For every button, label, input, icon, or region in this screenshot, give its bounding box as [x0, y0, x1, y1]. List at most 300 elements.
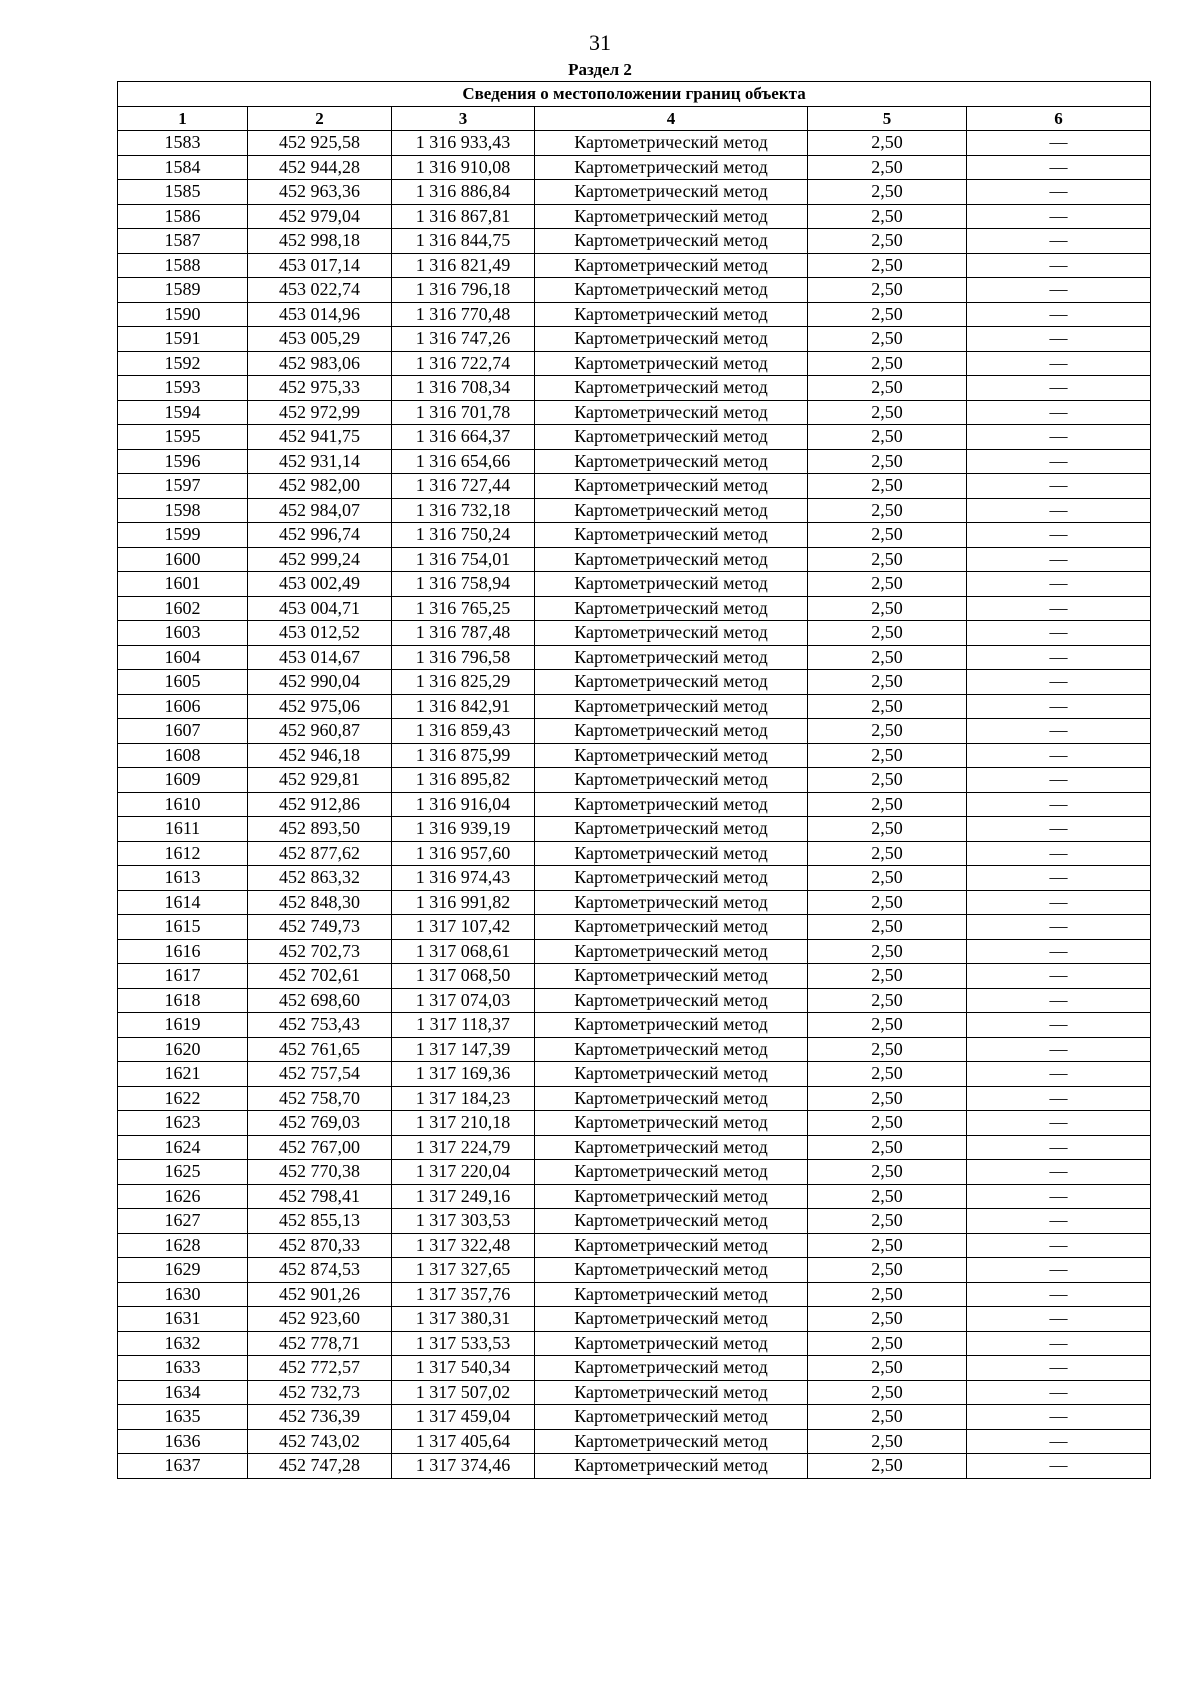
x-coordinate-cell: 452 990,04: [248, 670, 392, 695]
y-coordinate-cell: 1 317 184,23: [392, 1086, 535, 1111]
x-coordinate-cell: 453 014,96: [248, 302, 392, 327]
x-coordinate-cell: 452 960,87: [248, 719, 392, 744]
y-coordinate-cell: 1 316 916,04: [392, 792, 535, 817]
table-row: [118, 768, 1151, 793]
accuracy-cell: 2,50: [808, 743, 967, 768]
table-row: [118, 1184, 1151, 1209]
table-row: [118, 1086, 1151, 1111]
accuracy-cell: 2,50: [808, 1429, 967, 1454]
y-coordinate-cell: 1 317 540,34: [392, 1356, 535, 1381]
point-number-cell: 1631: [118, 1307, 248, 1332]
method-cell: Картометрический метод: [535, 1135, 808, 1160]
y-coordinate-cell: 1 317 169,36: [392, 1062, 535, 1087]
point-number-cell: 1589: [118, 278, 248, 303]
point-number-cell: 1619: [118, 1013, 248, 1038]
description-cell: —: [967, 939, 1151, 964]
y-coordinate-cell: 1 317 074,03: [392, 988, 535, 1013]
method-cell: Картометрический метод: [535, 327, 808, 352]
x-coordinate-cell: 452 743,02: [248, 1429, 392, 1454]
point-number-cell: 1607: [118, 719, 248, 744]
accuracy-cell: 2,50: [808, 1086, 967, 1111]
x-coordinate-cell: 452 925,58: [248, 131, 392, 156]
point-number-cell: 1624: [118, 1135, 248, 1160]
table-row: [118, 1037, 1151, 1062]
accuracy-cell: 2,50: [808, 670, 967, 695]
column-header: 4: [535, 106, 808, 131]
accuracy-cell: 2,50: [808, 645, 967, 670]
table-row: [118, 1331, 1151, 1356]
x-coordinate-cell: 452 767,00: [248, 1135, 392, 1160]
description-cell: —: [967, 964, 1151, 989]
y-coordinate-cell: 1 317 374,46: [392, 1454, 535, 1479]
accuracy-cell: 2,50: [808, 1307, 967, 1332]
point-number-cell: 1621: [118, 1062, 248, 1087]
y-coordinate-cell: 1 317 507,02: [392, 1380, 535, 1405]
point-number-cell: 1627: [118, 1209, 248, 1234]
point-number-cell: 1594: [118, 400, 248, 425]
point-number-cell: 1633: [118, 1356, 248, 1381]
description-cell: —: [967, 1062, 1151, 1087]
method-cell: Картометрический метод: [535, 204, 808, 229]
accuracy-cell: 2,50: [808, 1111, 967, 1136]
column-header: 1: [118, 106, 248, 131]
method-cell: Картометрический метод: [535, 841, 808, 866]
point-number-cell: 1623: [118, 1111, 248, 1136]
description-cell: —: [967, 253, 1151, 278]
table-row: [118, 939, 1151, 964]
accuracy-cell: 2,50: [808, 694, 967, 719]
y-coordinate-cell: 1 317 533,53: [392, 1331, 535, 1356]
accuracy-cell: 2,50: [808, 1160, 967, 1185]
method-cell: Картометрический метод: [535, 523, 808, 548]
y-coordinate-cell: 1 316 825,29: [392, 670, 535, 695]
x-coordinate-cell: 452 984,07: [248, 498, 392, 523]
description-cell: —: [967, 1307, 1151, 1332]
x-coordinate-cell: 452 757,54: [248, 1062, 392, 1087]
table-row: [118, 1013, 1151, 1038]
accuracy-cell: 2,50: [808, 449, 967, 474]
accuracy-cell: 2,50: [808, 915, 967, 940]
y-coordinate-cell: 1 317 357,76: [392, 1282, 535, 1307]
point-number-cell: 1622: [118, 1086, 248, 1111]
description-cell: —: [967, 425, 1151, 450]
description-cell: —: [967, 351, 1151, 376]
table-row: [118, 1111, 1151, 1136]
table-row: [118, 253, 1151, 278]
y-coordinate-cell: 1 316 664,37: [392, 425, 535, 450]
table-row: [118, 694, 1151, 719]
table-row: [118, 449, 1151, 474]
table-row: [118, 1160, 1151, 1185]
table-row: [118, 792, 1151, 817]
method-cell: Картометрический метод: [535, 1062, 808, 1087]
description-cell: —: [967, 204, 1151, 229]
x-coordinate-cell: 453 014,67: [248, 645, 392, 670]
description-cell: —: [967, 1160, 1151, 1185]
y-coordinate-cell: 1 316 859,43: [392, 719, 535, 744]
point-number-cell: 1611: [118, 817, 248, 842]
y-coordinate-cell: 1 317 303,53: [392, 1209, 535, 1234]
table-row: [118, 1233, 1151, 1258]
method-cell: Картометрический метод: [535, 719, 808, 744]
y-coordinate-cell: 1 316 991,82: [392, 890, 535, 915]
method-cell: Картометрический метод: [535, 694, 808, 719]
point-number-cell: 1608: [118, 743, 248, 768]
x-coordinate-cell: 452 732,73: [248, 1380, 392, 1405]
method-cell: Картометрический метод: [535, 939, 808, 964]
method-cell: Картометрический метод: [535, 1209, 808, 1234]
point-number-cell: 1600: [118, 547, 248, 572]
description-cell: —: [967, 400, 1151, 425]
point-number-cell: 1583: [118, 131, 248, 156]
y-coordinate-cell: 1 316 844,75: [392, 229, 535, 254]
method-cell: Картометрический метод: [535, 1405, 808, 1430]
accuracy-cell: 2,50: [808, 155, 967, 180]
y-coordinate-cell: 1 316 875,99: [392, 743, 535, 768]
y-coordinate-cell: 1 317 068,50: [392, 964, 535, 989]
x-coordinate-cell: 453 022,74: [248, 278, 392, 303]
point-number-cell: 1616: [118, 939, 248, 964]
accuracy-cell: 2,50: [808, 1184, 967, 1209]
method-cell: Картометрический метод: [535, 743, 808, 768]
description-cell: —: [967, 743, 1151, 768]
x-coordinate-cell: 452 772,57: [248, 1356, 392, 1381]
x-coordinate-cell: 452 870,33: [248, 1233, 392, 1258]
description-cell: —: [967, 1111, 1151, 1136]
point-number-cell: 1625: [118, 1160, 248, 1185]
method-cell: Картометрический метод: [535, 547, 808, 572]
x-coordinate-cell: 452 929,81: [248, 768, 392, 793]
x-coordinate-cell: 452 963,36: [248, 180, 392, 205]
x-coordinate-cell: 452 944,28: [248, 155, 392, 180]
point-number-cell: 1602: [118, 596, 248, 621]
point-number-cell: 1617: [118, 964, 248, 989]
method-cell: Картометрический метод: [535, 621, 808, 646]
x-coordinate-cell: 452 848,30: [248, 890, 392, 915]
x-coordinate-cell: 453 005,29: [248, 327, 392, 352]
accuracy-cell: 2,50: [808, 1258, 967, 1283]
accuracy-cell: 2,50: [808, 498, 967, 523]
method-cell: Картометрический метод: [535, 1380, 808, 1405]
table-row: [118, 915, 1151, 940]
x-coordinate-cell: 453 004,71: [248, 596, 392, 621]
x-coordinate-cell: 452 912,86: [248, 792, 392, 817]
point-number-cell: 1637: [118, 1454, 248, 1479]
table-row: [118, 204, 1151, 229]
method-cell: Картометрический метод: [535, 180, 808, 205]
method-cell: Картометрический метод: [535, 253, 808, 278]
point-number-cell: 1592: [118, 351, 248, 376]
description-cell: —: [967, 1233, 1151, 1258]
y-coordinate-cell: 1 317 147,39: [392, 1037, 535, 1062]
description-cell: —: [967, 1086, 1151, 1111]
x-coordinate-cell: 452 901,26: [248, 1282, 392, 1307]
table-row: [118, 1380, 1151, 1405]
y-coordinate-cell: 1 316 727,44: [392, 474, 535, 499]
method-cell: Картометрический метод: [535, 1037, 808, 1062]
table-row: [118, 890, 1151, 915]
method-cell: Картометрический метод: [535, 670, 808, 695]
table-row: [118, 425, 1151, 450]
x-coordinate-cell: 452 983,06: [248, 351, 392, 376]
description-cell: —: [967, 1380, 1151, 1405]
table-row: [118, 278, 1151, 303]
y-coordinate-cell: 1 317 118,37: [392, 1013, 535, 1038]
y-coordinate-cell: 1 316 957,60: [392, 841, 535, 866]
method-cell: Картометрический метод: [535, 817, 808, 842]
method-cell: Картометрический метод: [535, 376, 808, 401]
x-coordinate-cell: 452 698,60: [248, 988, 392, 1013]
accuracy-cell: 2,50: [808, 425, 967, 450]
table-row: [118, 547, 1151, 572]
method-cell: Картометрический метод: [535, 890, 808, 915]
accuracy-cell: 2,50: [808, 1135, 967, 1160]
point-number-cell: 1609: [118, 768, 248, 793]
x-coordinate-cell: 452 893,50: [248, 817, 392, 842]
accuracy-cell: 2,50: [808, 376, 967, 401]
point-number-cell: 1587: [118, 229, 248, 254]
point-number-cell: 1613: [118, 866, 248, 891]
description-cell: —: [967, 1258, 1151, 1283]
accuracy-cell: 2,50: [808, 1282, 967, 1307]
method-cell: Картометрический метод: [535, 400, 808, 425]
point-number-cell: 1632: [118, 1331, 248, 1356]
description-cell: —: [967, 768, 1151, 793]
x-coordinate-cell: 452 769,03: [248, 1111, 392, 1136]
point-number-cell: 1610: [118, 792, 248, 817]
accuracy-cell: 2,50: [808, 204, 967, 229]
accuracy-cell: 2,50: [808, 253, 967, 278]
accuracy-cell: 2,50: [808, 1405, 967, 1430]
point-number-cell: 1634: [118, 1380, 248, 1405]
method-cell: Картометрический метод: [535, 866, 808, 891]
table-row: [118, 523, 1151, 548]
point-number-cell: 1595: [118, 425, 248, 450]
accuracy-cell: 2,50: [808, 1209, 967, 1234]
table-row: [118, 1307, 1151, 1332]
method-cell: Картометрический метод: [535, 1429, 808, 1454]
y-coordinate-cell: 1 316 750,24: [392, 523, 535, 548]
table-row: [118, 351, 1151, 376]
table-row: [118, 498, 1151, 523]
method-cell: Картометрический метод: [535, 1111, 808, 1136]
table-row: [118, 1405, 1151, 1430]
x-coordinate-cell: 452 923,60: [248, 1307, 392, 1332]
point-number-cell: 1630: [118, 1282, 248, 1307]
method-cell: Картометрический метод: [535, 449, 808, 474]
accuracy-cell: 2,50: [808, 278, 967, 303]
x-coordinate-cell: 452 863,32: [248, 866, 392, 891]
accuracy-cell: 2,50: [808, 400, 967, 425]
table-row: [118, 1429, 1151, 1454]
table-row: [118, 131, 1151, 156]
x-coordinate-cell: 452 975,06: [248, 694, 392, 719]
method-cell: Картометрический метод: [535, 351, 808, 376]
accuracy-cell: 2,50: [808, 890, 967, 915]
table-caption: Сведения о местоположении границ объекта: [118, 82, 1151, 107]
table-row: [118, 841, 1151, 866]
table-row: [118, 964, 1151, 989]
accuracy-cell: 2,50: [808, 792, 967, 817]
x-coordinate-cell: 452 702,73: [248, 939, 392, 964]
y-coordinate-cell: 1 316 796,18: [392, 278, 535, 303]
accuracy-cell: 2,50: [808, 1454, 967, 1479]
point-number-cell: 1618: [118, 988, 248, 1013]
method-cell: Картометрический метод: [535, 1282, 808, 1307]
y-coordinate-cell: 1 316 765,25: [392, 596, 535, 621]
method-cell: Картометрический метод: [535, 278, 808, 303]
accuracy-cell: 2,50: [808, 302, 967, 327]
y-coordinate-cell: 1 316 722,74: [392, 351, 535, 376]
method-cell: Картометрический метод: [535, 302, 808, 327]
accuracy-cell: 2,50: [808, 131, 967, 156]
y-coordinate-cell: 1 317 224,79: [392, 1135, 535, 1160]
method-cell: Картометрический метод: [535, 1331, 808, 1356]
method-cell: Картометрический метод: [535, 474, 808, 499]
accuracy-cell: 2,50: [808, 572, 967, 597]
y-coordinate-cell: 1 316 842,91: [392, 694, 535, 719]
description-cell: —: [967, 621, 1151, 646]
point-number-cell: 1612: [118, 841, 248, 866]
description-cell: —: [967, 449, 1151, 474]
point-number-cell: 1603: [118, 621, 248, 646]
description-cell: —: [967, 645, 1151, 670]
y-coordinate-cell: 1 317 322,48: [392, 1233, 535, 1258]
point-number-cell: 1601: [118, 572, 248, 597]
description-cell: —: [967, 1184, 1151, 1209]
point-number-cell: 1614: [118, 890, 248, 915]
table-row: [118, 1062, 1151, 1087]
accuracy-cell: 2,50: [808, 719, 967, 744]
y-coordinate-cell: 1 316 974,43: [392, 866, 535, 891]
method-cell: Картометрический метод: [535, 792, 808, 817]
y-coordinate-cell: 1 316 747,26: [392, 327, 535, 352]
description-cell: —: [967, 572, 1151, 597]
method-cell: Картометрический метод: [535, 988, 808, 1013]
table-row: [118, 743, 1151, 768]
description-cell: —: [967, 890, 1151, 915]
accuracy-cell: 2,50: [808, 1380, 967, 1405]
description-cell: —: [967, 302, 1151, 327]
table-row: [118, 621, 1151, 646]
x-coordinate-cell: 452 979,04: [248, 204, 392, 229]
y-coordinate-cell: 1 317 327,65: [392, 1258, 535, 1283]
x-coordinate-cell: 452 975,33: [248, 376, 392, 401]
point-number-cell: 1585: [118, 180, 248, 205]
x-coordinate-cell: 453 012,52: [248, 621, 392, 646]
y-coordinate-cell: 1 317 220,04: [392, 1160, 535, 1185]
method-cell: Картометрический метод: [535, 768, 808, 793]
point-number-cell: 1596: [118, 449, 248, 474]
accuracy-cell: 2,50: [808, 1013, 967, 1038]
y-coordinate-cell: 1 316 910,08: [392, 155, 535, 180]
x-coordinate-cell: 452 946,18: [248, 743, 392, 768]
table-row: [118, 327, 1151, 352]
accuracy-cell: 2,50: [808, 841, 967, 866]
y-coordinate-cell: 1 316 933,43: [392, 131, 535, 156]
y-coordinate-cell: 1 316 787,48: [392, 621, 535, 646]
y-coordinate-cell: 1 316 821,49: [392, 253, 535, 278]
description-cell: —: [967, 719, 1151, 744]
x-coordinate-cell: 453 017,14: [248, 253, 392, 278]
description-cell: —: [967, 523, 1151, 548]
accuracy-cell: 2,50: [808, 1062, 967, 1087]
column-header-row: [118, 106, 1151, 131]
y-coordinate-cell: 1 316 886,84: [392, 180, 535, 205]
point-number-cell: 1599: [118, 523, 248, 548]
accuracy-cell: 2,50: [808, 327, 967, 352]
table-row: [118, 866, 1151, 891]
y-coordinate-cell: 1 316 754,01: [392, 547, 535, 572]
x-coordinate-cell: 452 982,00: [248, 474, 392, 499]
point-number-cell: 1635: [118, 1405, 248, 1430]
method-cell: Картометрический метод: [535, 155, 808, 180]
x-coordinate-cell: 452 747,28: [248, 1454, 392, 1479]
description-cell: —: [967, 547, 1151, 572]
method-cell: Картометрический метод: [535, 1184, 808, 1209]
accuracy-cell: 2,50: [808, 547, 967, 572]
accuracy-cell: 2,50: [808, 1037, 967, 1062]
x-coordinate-cell: 452 702,61: [248, 964, 392, 989]
description-cell: —: [967, 155, 1151, 180]
x-coordinate-cell: 452 758,70: [248, 1086, 392, 1111]
point-number-cell: 1628: [118, 1233, 248, 1258]
y-coordinate-cell: 1 317 107,42: [392, 915, 535, 940]
description-cell: —: [967, 1013, 1151, 1038]
method-cell: Картометрический метод: [535, 131, 808, 156]
x-coordinate-cell: 452 798,41: [248, 1184, 392, 1209]
table-row: [118, 1209, 1151, 1234]
accuracy-cell: 2,50: [808, 988, 967, 1013]
accuracy-cell: 2,50: [808, 621, 967, 646]
description-cell: —: [967, 1135, 1151, 1160]
table-row: [118, 988, 1151, 1013]
table-row: [118, 596, 1151, 621]
column-header: 5: [808, 106, 967, 131]
y-coordinate-cell: 1 316 895,82: [392, 768, 535, 793]
description-cell: —: [967, 792, 1151, 817]
y-coordinate-cell: 1 316 939,19: [392, 817, 535, 842]
point-number-cell: 1605: [118, 670, 248, 695]
table-row: [118, 302, 1151, 327]
x-coordinate-cell: 452 999,24: [248, 547, 392, 572]
method-cell: Картометрический метод: [535, 645, 808, 670]
description-cell: —: [967, 1282, 1151, 1307]
method-cell: Картометрический метод: [535, 1258, 808, 1283]
x-coordinate-cell: 452 996,74: [248, 523, 392, 548]
accuracy-cell: 2,50: [808, 474, 967, 499]
x-coordinate-cell: 452 761,65: [248, 1037, 392, 1062]
point-number-cell: 1597: [118, 474, 248, 499]
y-coordinate-cell: 1 316 796,58: [392, 645, 535, 670]
accuracy-cell: 2,50: [808, 866, 967, 891]
table-row: [118, 572, 1151, 597]
x-coordinate-cell: 452 749,73: [248, 915, 392, 940]
method-cell: Картометрический метод: [535, 498, 808, 523]
accuracy-cell: 2,50: [808, 768, 967, 793]
x-coordinate-cell: 452 770,38: [248, 1160, 392, 1185]
description-cell: —: [967, 988, 1151, 1013]
y-coordinate-cell: 1 317 405,64: [392, 1429, 535, 1454]
accuracy-cell: 2,50: [808, 964, 967, 989]
method-cell: Картометрический метод: [535, 964, 808, 989]
method-cell: Картометрический метод: [535, 1356, 808, 1381]
point-number-cell: 1598: [118, 498, 248, 523]
table-row: [118, 229, 1151, 254]
point-number-cell: 1629: [118, 1258, 248, 1283]
table-body: [118, 131, 1151, 1479]
table-row: [118, 474, 1151, 499]
